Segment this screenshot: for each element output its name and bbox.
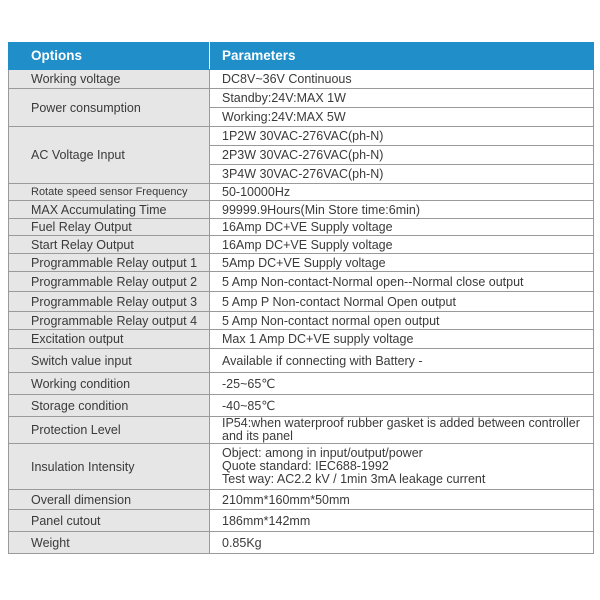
option-label: Fuel Relay Output [9,219,210,236]
parameter-value: -25~65℃ [210,373,594,395]
option-label: Protection Level [9,417,210,444]
parameter-value: Available if connecting with Battery - [210,349,594,373]
table-row [9,444,594,490]
parameter-value: 186mm*142mm [210,510,594,532]
option-label: Power consumption [9,89,210,127]
parameter-value: DC8V~36V Continuous [210,70,594,89]
option-label: Excitation output [9,330,210,349]
table-row [9,127,594,146]
parameter-value: 2P3W 30VAC-276VAC(ph-N) [210,146,594,165]
option-label: Panel cutout [9,510,210,532]
option-label: Programmable Relay output 3 [9,292,210,312]
table-row [9,395,594,417]
table-row [9,373,594,395]
table-row [9,532,594,554]
table-row [9,349,594,373]
parameter-line: Test way: AC2.2 kV / 1min 3mA leakage current [222,472,486,486]
parameter-value: Standby:24V:MAX 1W [210,89,594,108]
table-row [9,490,594,510]
table-row [9,417,594,444]
parameters-header: Parameters [210,43,594,70]
option-label: Programmable Relay output 4 [9,312,210,330]
parameter-value: Working:24V:MAX 5W [210,108,594,127]
parameter-value: 210mm*160mm*50mm [210,490,594,510]
parameter-value: 16Amp DC+VE Supply voltage [210,236,594,254]
spec-table [8,42,594,554]
parameter-value: 99999.9Hours(Min Store time:6min) [210,201,594,219]
table-row [9,236,594,254]
parameter-value: IP54:when waterproof rubber gasket is added between controller and its panel [210,417,594,444]
table-row [9,292,594,312]
parameter-value: 5Amp DC+VE Supply voltage [210,254,594,272]
option-label: Programmable Relay output 2 [9,272,210,292]
options-header: Options [9,43,210,70]
table-row [9,510,594,532]
table-row [9,312,594,330]
parameter-value: -40~85℃ [210,395,594,417]
option-label: Weight [9,532,210,554]
option-label: Programmable Relay output 1 [9,254,210,272]
option-label: Rotate speed sensor Frequency [9,184,210,201]
parameter-value: 5 Amp P Non-contact Normal Open output [210,292,594,312]
option-label: Working condition [9,373,210,395]
parameter-value [210,444,594,490]
table-row [9,219,594,236]
table-row [9,70,594,89]
option-label: Working voltage [9,70,210,89]
option-label: Storage condition [9,395,210,417]
parameter-value: 0.85Kg [210,532,594,554]
parameter-value: 50-10000Hz [210,184,594,201]
option-label: AC Voltage Input [9,127,210,184]
option-label: Switch value input [9,349,210,373]
parameter-value: 16Amp DC+VE Supply voltage [210,219,594,236]
table-row [9,89,594,108]
table-row [9,201,594,219]
parameter-value: 1P2W 30VAC-276VAC(ph-N) [210,127,594,146]
parameter-value: 5 Amp Non-contact-Normal open--Normal close output [210,272,594,292]
header-row [9,43,594,70]
option-label: Start Relay Output [9,236,210,254]
parameter-value: 3P4W 30VAC-276VAC(ph-N) [210,165,594,184]
table-row [9,184,594,201]
option-label: Overall dimension [9,490,210,510]
table-row [9,330,594,349]
parameter-value: Max 1 Amp DC+VE supply voltage [210,330,594,349]
parameter-line: Quote standard: IEC688-1992 [222,459,389,473]
table-row [9,254,594,272]
parameter-value: 5 Amp Non-contact normal open output [210,312,594,330]
table-row [9,272,594,292]
parameter-line: Object: among in input/output/power [222,446,423,460]
option-label: MAX Accumulating Time [9,201,210,219]
option-label: Insulation Intensity [9,444,210,490]
